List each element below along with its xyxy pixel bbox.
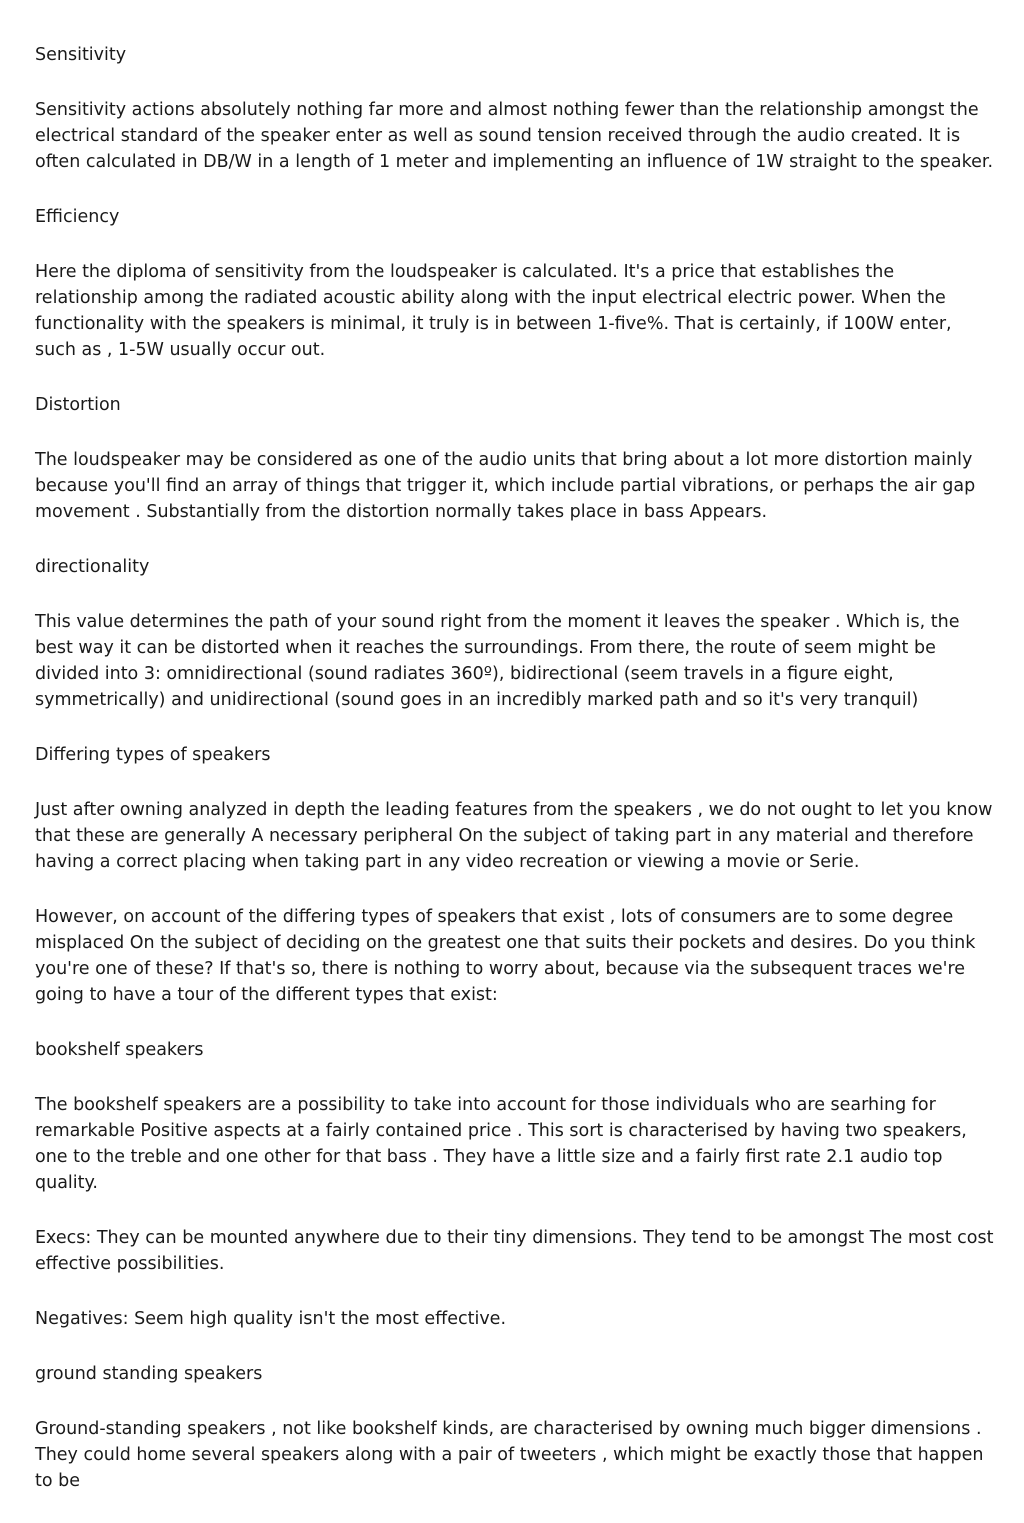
paragraph: Execs: They can be mounted anywhere due to their tiny dimensions. They tend to be amongst The most cost effective possibilities. xyxy=(35,1228,994,1274)
paragraph: However, on account of the differing types of speakers that exist , lots of consumers are to some degree misplaced On the subject of deciding on the greatest one that suits their pockets and desires. Do you think you're one of these? If that's so, there is nothing to worry about, because via the subsequent traces we're going to have a tour of the different types that exist: xyxy=(35,907,976,1005)
section-heading: ground standing speakers xyxy=(35,1364,263,1384)
paragraph: The bookshelf speakers are a possibility to take into account for those individuals who are searhing for remarkable Positive aspects at a fairly contained price . This sort is characterised by having two speakers, one to the treble and one other for that bass . They have a little size and a fairly first rate 2.1 audio top quality. xyxy=(35,1095,967,1193)
section-heading: directionality xyxy=(35,557,150,577)
section-heading: Distortion xyxy=(35,395,121,415)
paragraph: The loudspeaker may be considered as one of the audio units that bring about a lot more distortion mainly because you'll find an array of things that trigger it, which include partial vibrations, or perhaps the air gap movement . Substantially from the distortion normally takes place in bass Appears. xyxy=(35,450,976,522)
section-heading: bookshelf speakers xyxy=(35,1040,204,1060)
paragraph: Here the diploma of sensitivity from the loudspeaker is calculated. It's a price that establishes the relationship among the radiated acoustic ability along with the input electrical electric power. When the functionality with the speakers is minimal, it truly is in between 1-five%. That is certainly, if 100W enter, such as , 1-5W usually occur out. xyxy=(35,262,952,360)
paragraph: Just after owning analyzed in depth the leading features from the speakers , we do not ought to let you know that these are generally A necessary peripheral On the subject of taking part in any material and therefore having a correct placing when taking part in any video recreation or viewing a movie or Serie. xyxy=(35,800,993,872)
paragraph: Ground-standing speakers , not like bookshelf kinds, are characterised by owning much bigger dimensions . They could home several speakers along with a pair of tweeters , which might be exactly those that happen to be xyxy=(35,1419,984,1491)
document-page xyxy=(35,42,995,1523)
paragraph: This value determines the path of your sound right from the moment it leaves the speaker . Which is, the best way it can be distorted when it reaches the surroundings. From there, the route of seem might be divided into 3: omnidirectional (sound radiates 360º), bidirectional (seem travels in a figure eight, symmetrically) and unidirectional (sound goes in an incredibly marked path and so it's very tranquil) xyxy=(35,612,960,710)
section-heading: Sensitivity xyxy=(35,45,127,65)
paragraph: Negatives: Seem high quality isn't the most effective. xyxy=(35,1309,507,1329)
paragraph: Sensitivity actions absolutely nothing far more and almost nothing fewer than the relationship amongst the electrical standard of the speaker enter as well as sound tension received through the audio created. It is often calculated in DB/W in a length of 1 meter and implementing an influence of 1W straight to the speaker. xyxy=(35,100,994,172)
section-heading: Efficiency xyxy=(35,207,120,227)
section-heading: Differing types of speakers xyxy=(35,745,271,765)
